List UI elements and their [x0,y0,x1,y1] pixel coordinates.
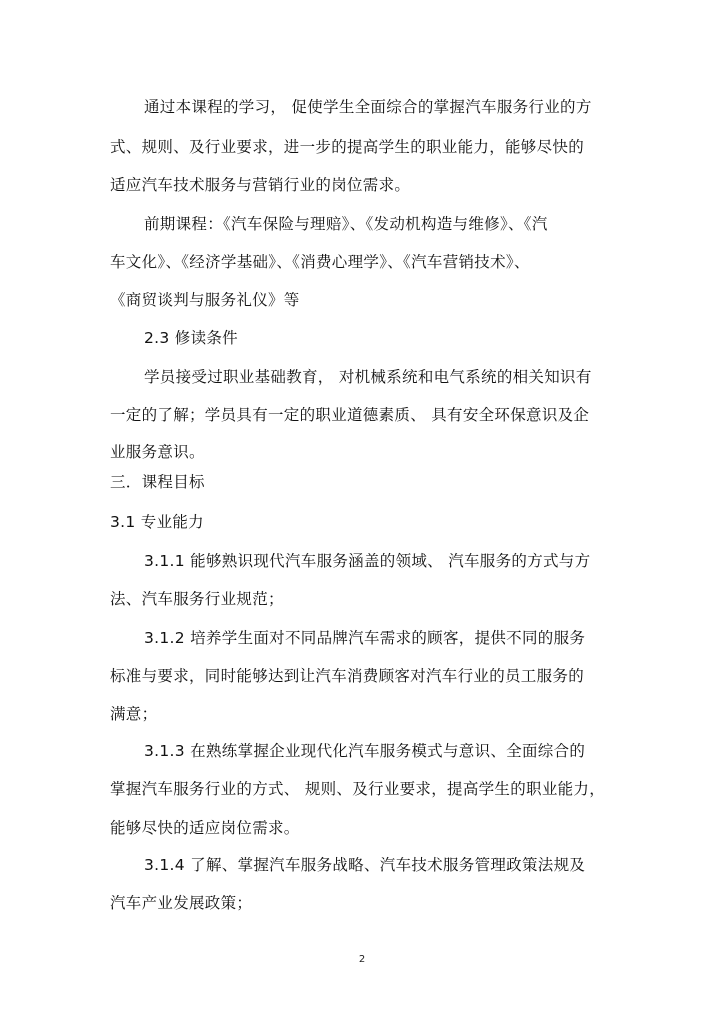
study-conditions-line-2: 一定的了解；学员具有一定的职业道德素质、 具有安全环保意识及企 [110,406,590,424]
item-3-1-2-line-3: 满意； [110,705,158,723]
paragraph-intro-line-1: 通过本课程的学习， 促使学生全面综合的掌握汽车服务行业的方 [144,98,592,116]
item-3-1-1-line-2: 法、汽车服务行业规范； [110,590,284,608]
prerequisite-courses-line-1: 前期课程：《汽车保险与理赔》、《发动机构造与维修》、《汽 [144,215,548,233]
item-3-1-2-line-1: 3.1.2 培养学生面对不同品牌汽车需求的顾客，提供不同的服务 [144,629,586,647]
item-3-1-3-line-1: 3.1.3 在熟练掌握企业现代化汽车服务模式与意识、全面综合的 [144,742,586,760]
item-3-1-3-line-2: 掌握汽车服务行业的方式、 规则、及行业要求，提高学生的职业能力， [110,780,606,798]
prerequisite-courses-line-2: 车文化》、《经济学基础》、《消费心理学》、《汽车营销技术》、 [110,253,530,271]
section-heading-2-3: 2.3 修读条件 [144,329,238,347]
item-3-1-1-line-1: 3.1.1 能够熟识现代汽车服务涵盖的领域、 汽车服务的方式与方 [144,552,591,570]
study-conditions-line-1: 学员接受过职业基础教育， 对机械系统和电气系统的相关知识有 [144,368,592,386]
item-3-1-4-line-2: 汽车产业发展政策； [110,894,253,912]
prerequisite-courses-line-3: 《商贸谈判与服务礼仪》等 [110,291,300,309]
item-3-1-4-line-1: 3.1.4 了解、掌握汽车服务战略、汽车技术服务管理政策法规及 [144,856,586,874]
item-3-1-2-line-2: 标准与要求，同时能够达到让汽车消费顾客对汽车行业的员工服务的 [110,667,585,685]
study-conditions-line-3: 业服务意识。 [110,443,205,461]
section-heading-3-1: 3.1 专业能力 [110,513,204,531]
paragraph-intro-line-2: 式、规则、及行业要求，进一步的提高学生的职业能力，能够尽快的 [110,138,585,156]
page-number: 2 [358,954,366,965]
item-3-1-3-line-3: 能够尽快的适应岗位需求。 [110,819,300,837]
paragraph-intro-line-3: 适应汽车技术服务与营销行业的岗位需求。 [110,176,411,194]
chapter-heading-3: 三．课程目标 [110,473,205,491]
